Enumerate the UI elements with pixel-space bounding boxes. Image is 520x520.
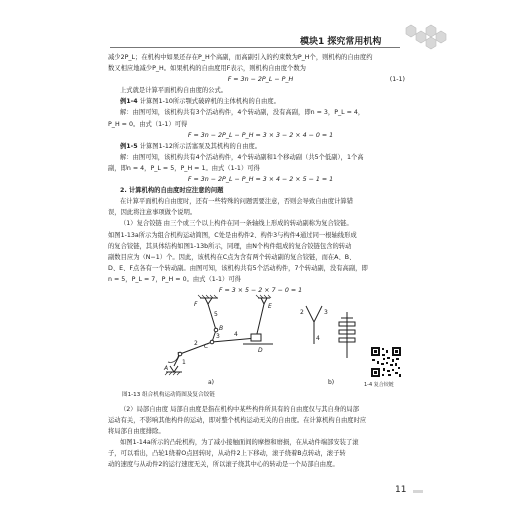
page-header bbox=[0, 0, 520, 55]
paragraph-line: 如图1-14a所示的凸轮机构，为了减小接触面间的摩擦和磨损，在从动件端部安装了滚 bbox=[120, 439, 359, 447]
solution-line: 解：由图可知，该机构共有4个活动构件，4个转动副和1个移动副（共5个低副），1个高 bbox=[120, 153, 364, 161]
paragraph-line: （2）局部自由度 局部自由度是指在机构中某些构件所具有的自由度仅与其自身的局部 bbox=[120, 406, 359, 413]
section-heading: 2. 计算机构的自由度时应注意的问题 bbox=[120, 187, 224, 195]
joint bbox=[178, 352, 182, 356]
footer-decoration bbox=[413, 490, 423, 493]
mechanism-diagram bbox=[108, 292, 413, 392]
label-c: C bbox=[204, 343, 209, 350]
label-3: 3 bbox=[216, 333, 220, 340]
paragraph-line: 在计算平面机构自由度时，还有一些特殊的问题需要注意，否则会导致自由度计算错 bbox=[120, 198, 353, 206]
example-label: 例1-5 bbox=[120, 142, 138, 150]
paragraph-line: 如图1-13a所示为组合机构运动简图，C处是由构件2、构件3与构件4通过同一根轴线形成 bbox=[108, 231, 357, 239]
sub-label-b: b) bbox=[328, 379, 335, 386]
paragraph-line: 的复合铰链，其具体结构如图1-13b所示，同理，由N个构件组成的复合铰链包含的转动 bbox=[108, 242, 352, 250]
paragraph-line: 动的速度与从动件2的运行速度无关，所以滚子绕其中心的转动是一个局部自由度。 bbox=[108, 461, 339, 469]
label-vb-2: 2 bbox=[300, 309, 304, 316]
pivot-e bbox=[261, 298, 267, 304]
qr-caption: 1-4 复合铰链 bbox=[364, 382, 394, 388]
body-text-upper bbox=[108, 52, 413, 296]
paragraph-line: 运动有关，不影响其他构件的运动，即对整个机构运动无关的自由度。在计算机构自由度时应 bbox=[108, 417, 367, 425]
paragraph-line: 数又相应地减少P_H。如果机构的自由度用F表示，则机构自由度个数为 bbox=[108, 65, 306, 73]
example-1-4 bbox=[108, 96, 413, 107]
example-text: 计算图1-12所示活塞泵及其机构的自由度。 bbox=[139, 142, 262, 150]
paragraph-line: 上式就是计算平面机构自由度的公式。 bbox=[120, 87, 228, 95]
joint-b bbox=[214, 328, 218, 332]
page-number: 11 bbox=[395, 485, 407, 495]
formula-1-1 bbox=[108, 74, 413, 85]
slider-block bbox=[251, 334, 261, 341]
example-1-5 bbox=[108, 141, 413, 152]
paragraph-line: n = 5，P_L = 7，P_H = 0。由式（1-1）可得 bbox=[108, 275, 241, 283]
solution-line: 解：由图可知，该机构共有3个活动构件，4个转动副，没有高副，即n = 3，P_L = 4， bbox=[120, 109, 365, 117]
label-b: B bbox=[219, 325, 224, 332]
equation-number: (1-1) bbox=[389, 76, 405, 84]
body-text-lower bbox=[108, 404, 413, 471]
hexagon-pattern-icon bbox=[398, 18, 454, 54]
label-2: 2 bbox=[194, 340, 198, 347]
example-text: 计算图1-10所示颚式破碎机的主体机构的自由度。 bbox=[139, 98, 280, 106]
example-formula: F = 3n − 2P_L − P_H = 3 × 4 − 2 × 5 − 1 = 1 bbox=[187, 176, 334, 184]
example-label: 例1-4 bbox=[120, 98, 138, 106]
chapter-title: 模块1 探究常用机构 bbox=[300, 37, 382, 47]
label-1: 1 bbox=[182, 359, 186, 366]
paragraph-line: 将局部自由度排除。 bbox=[108, 428, 165, 436]
vb-link-3 bbox=[314, 306, 322, 322]
pivot-a bbox=[170, 366, 178, 372]
figure-1-13 bbox=[108, 292, 413, 404]
joint-c bbox=[210, 340, 214, 344]
paragraph-line: D、E、F点各有一个转动副。由图可知，该机构共有5个活动构件，7个转动副，没有高副，即 bbox=[108, 264, 368, 272]
vb-link-2 bbox=[306, 306, 314, 322]
label-f: F bbox=[194, 301, 198, 308]
solution-line: 副，即n = 4，P_L = 5，P_H = 1。由式（1-1）可得 bbox=[108, 164, 260, 172]
paragraph-line: 误，因此将注意事项做个说明。 bbox=[108, 209, 197, 217]
figure-caption: 图1-13 组合机构运动简图及复合铰链 bbox=[122, 392, 215, 398]
formula-text: F = 3n − 2P_L − P_H bbox=[227, 76, 294, 84]
label-vb-3: 3 bbox=[324, 309, 328, 316]
solution-line: P_H = 0。由式（1-1）可得 bbox=[108, 120, 188, 128]
header-rule bbox=[110, 47, 400, 48]
paragraph-line: 子，可以看出，凸轮1绕着O点回转时，从动件2上下移动，滚子绕着B点转动，滚子转 bbox=[108, 450, 346, 458]
label-4: 4 bbox=[234, 331, 238, 338]
label-vb-4: 4 bbox=[316, 335, 320, 342]
link-4-upper bbox=[256, 304, 264, 338]
pivot-f bbox=[205, 298, 212, 304]
label-e: E bbox=[268, 303, 272, 310]
qr-code-icon[interactable] bbox=[370, 346, 402, 378]
label-a: A bbox=[164, 365, 169, 372]
sub-label-a: a) bbox=[208, 379, 215, 386]
label-5: 5 bbox=[214, 311, 218, 318]
item-formula: F = 3 × 5 − 2 × 7 − 0 = 1 bbox=[218, 286, 303, 294]
example-formula: F = 3n − 2P_L − P_H = 3 × 3 − 2 × 4 − 0 = 1 bbox=[187, 131, 334, 139]
paragraph-line: （1）复合铰链 由三个或三个以上构件在同一条轴线上形成的转动副称为复合铰链。 bbox=[120, 220, 353, 228]
paragraph-line: 副数目应为（N−1）个。因此，该机构在C点为含有两个转动副的复合铰链，而在A、B、 bbox=[108, 253, 356, 261]
paragraph-line: 减少2P_L；在机构中如果还存在P_H个高副，而高副引入的约束数为P_H个，则机构的自由度约 bbox=[108, 54, 373, 61]
label-d: D bbox=[258, 347, 263, 354]
